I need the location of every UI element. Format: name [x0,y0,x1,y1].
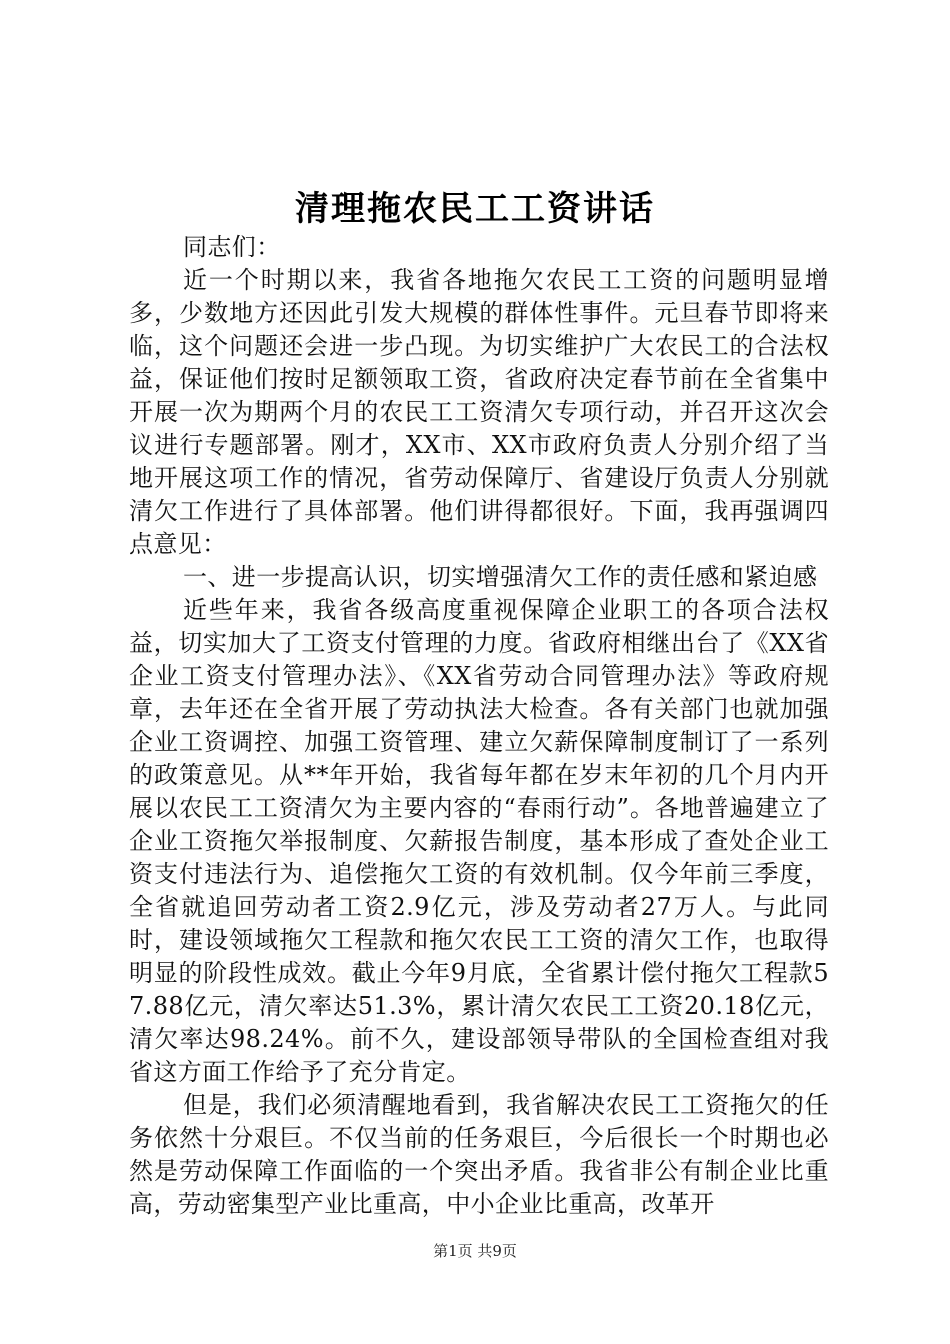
document-title: 清理拖农民工工资讲话 [295,189,655,229]
salutation: 同志们： [183,233,281,261]
paragraph-intro: 近一个时期以来，我省各地拖欠农民工工资的问题明显增多，少数地方还因此引发大规模的群体性事件。元旦春节即将来临，这个问题还会进一步凸现。为切实维护广大农民工的合法权益，保证他们按时足额领取工资，省政府决定春节前在全省集中开展一次为期两个月的农民工工资清欠专项行动，并召开这次会议进行专题部署。刚才，XX市、XX市政府负责人分别介绍了当地开展这项工作的情况，省劳动保障厅、省建设厅负责人分别就清欠工作进行了具体部署。他们讲得都很好。下面，我再强调四点意见： [129,266,829,558]
page-footer: 第1页 共9页 [433,1242,517,1260]
document-body [129,231,829,1221]
section-heading-1: 一、进一步提高认识，切实增强清欠工作的责任感和紧迫感 [183,563,818,591]
paragraph-achievements: 近些年来，我省各级高度重视保障企业职工的各项合法权益，切实加大了工资支付管理的力度。省政府相继出台了《XX省企业工资支付管理办法》、《XX省劳动合同管理办法》等政府规章，去年还在全省开展了劳动执法大检查。各有关部门也就加强企业工资调控、加强工资管理、建立欠薪保障制度制订了一系列的政策意见。从**年开始，我省每年都在岁末年初的几个月内开展以农民工工资清欠为主要内容的“春雨行动”。各地普遍建立了企业工资拖欠举报制度、欠薪报告制度，基本形成了查处企业工资支付违法行为、追偿拖欠工资的有效机制。仅今年前三季度，全省就追回劳动者工资2.9亿元，涉及劳动者27万人。与此同时，建设领域拖欠工程款和拖欠农民工工资的清欠工作，也取得明显的阶段性成效。截止今年9月底，全省累计偿付拖欠工程款57.88亿元，清欠率达51.3%，累计清欠农民工工资20.18亿元，清欠率达98.24%。前不久，建设部领导带队的全国检查组对我省这方面工作给予了充分肯定。 [129,596,829,1086]
paragraph-challenges: 但是，我们必须清醒地看到，我省解决农民工工资拖欠的任务依然十分艰巨。不仅当前的任务艰巨，今后很长一个时期也必然是劳动保障工作面临的一个突出矛盾。我省非公有制企业比重高，劳动密集型产业比重高，中小企业比重高，改革开 [129,1091,829,1218]
